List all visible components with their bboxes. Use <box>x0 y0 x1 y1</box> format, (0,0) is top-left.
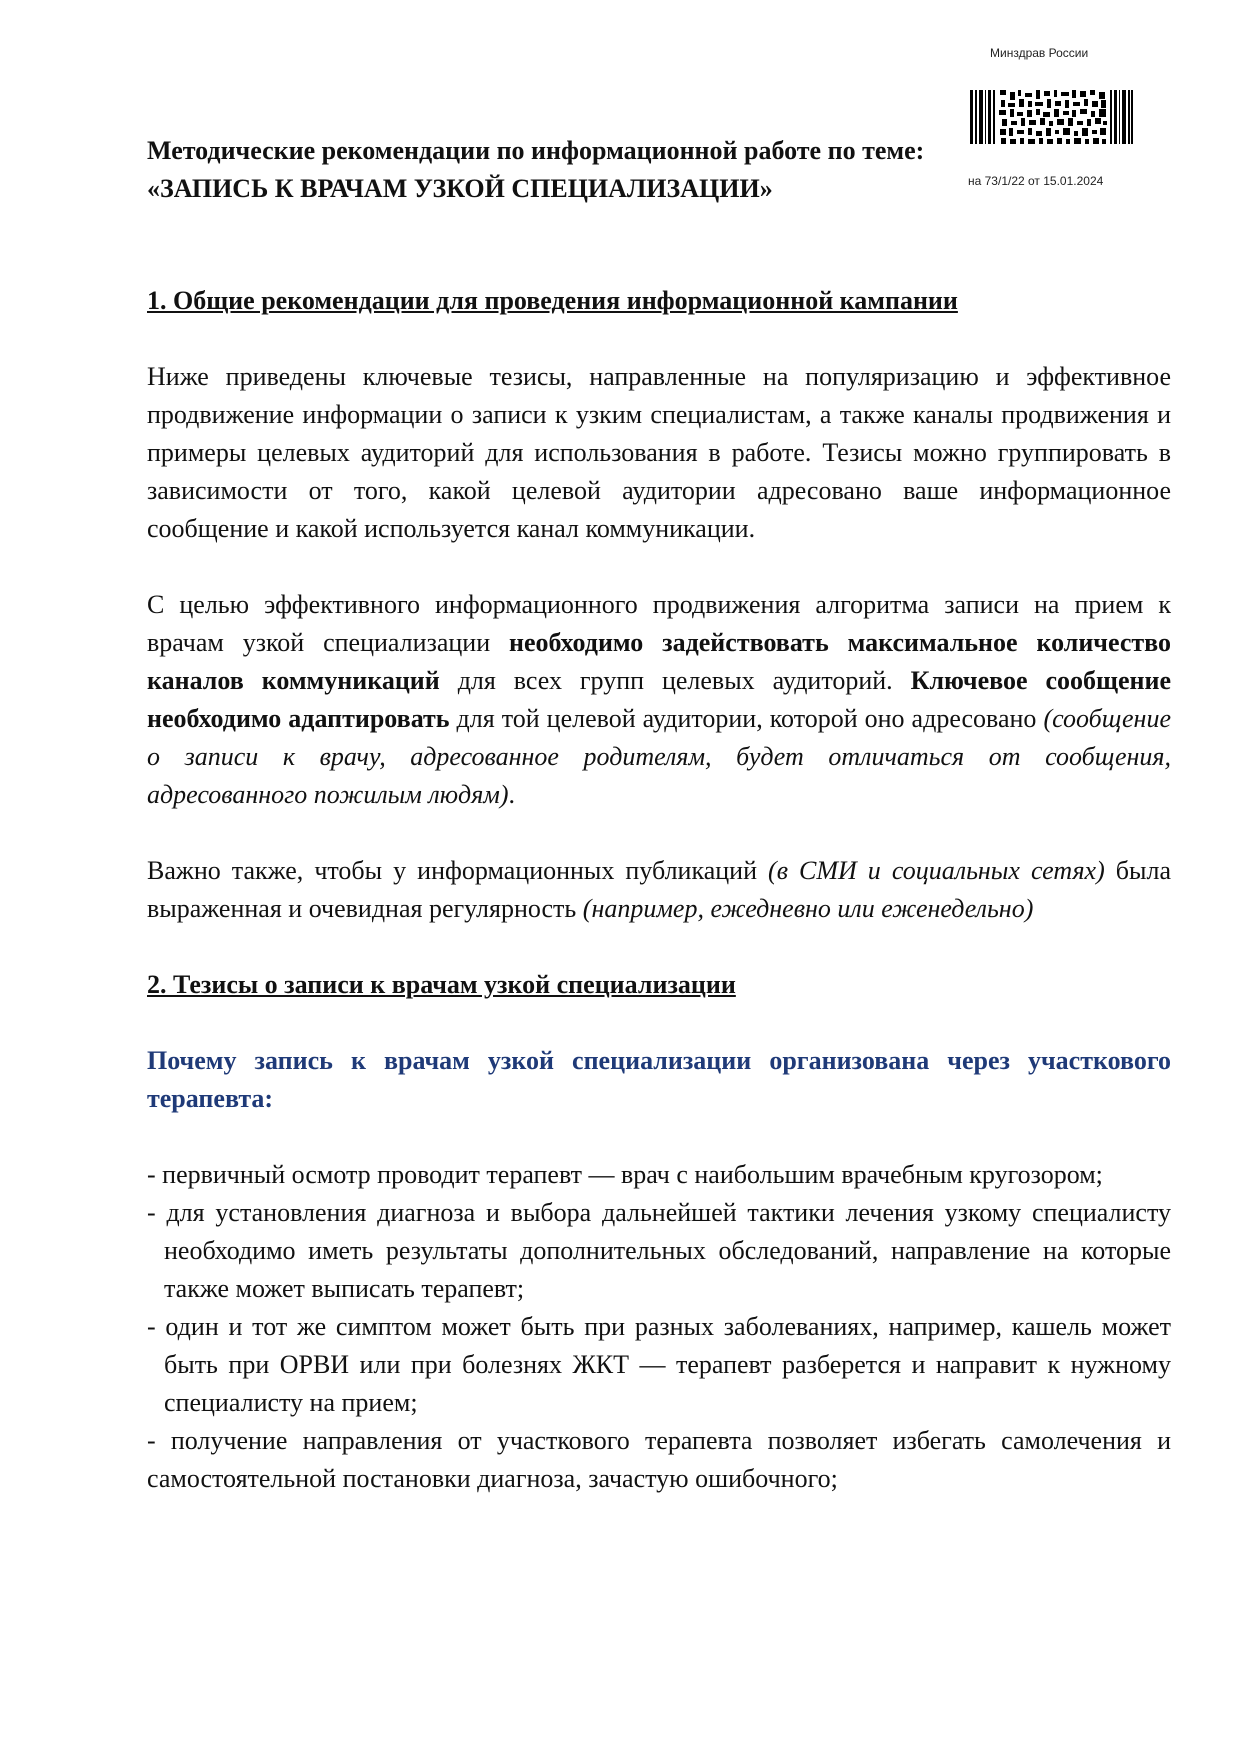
bullet-item-4: - получение направления от участкового терапевта позволяет избегать самолечения и самостоятельной постановки диагноза, зачастую ошибочного; <box>147 1426 1171 1493</box>
section-2-heading: 2. Тезисы о записи к врачам узкой специализации <box>147 970 736 999</box>
document-title-line-2: «ЗАПИСЬ К ВРАЧАМ УЗКОЙ СПЕЦИАЛИЗАЦИИ» <box>147 174 773 203</box>
text-run: была выраженная и очевидная регулярность <box>147 856 1171 923</box>
bullet-item-3: - один и тот же симптом может быть при разных заболеваниях, например, кашель может быть при ОРВИ или при болезнях ЖКТ — терапевт разберется и направит к нужному специалисту на прием; <box>147 1312 1171 1417</box>
section-2-subheading: Почему запись к врачам узкой специализации организована через участкового терапевта: <box>147 1046 1171 1113</box>
section-1-paragraph-3 <box>147 852 1171 928</box>
section-1-heading: 1. Общие рекомендации для проведения информационной кампании <box>147 286 958 315</box>
bullet-item-1: - первичный осмотр проводит терапевт — врач с наибольшим врачебным кругозором; <box>147 1160 1103 1189</box>
bullet-item-2: - для установления диагноза и выбора дальнейшей тактики лечения узкому специалисту необходимо иметь результаты дополнительных обследований, направление на которые также может выписать терапевт; <box>147 1198 1171 1303</box>
stamp-registration-number: на 73/1/22 от 15.01.2024 <box>968 174 1104 188</box>
bold-run: необходимо задействовать максимальное количество каналов коммуникаций <box>147 628 1172 695</box>
section-1-paragraph-2 <box>147 586 1171 814</box>
section-1-paragraph-1: Ниже приведены ключевые тезисы, направленные на популяризацию и эффективное продвижение информации о записи к узким специалистам, а также каналы продвижения и примеры целевых аудиторий для использования в работе. Тезисы можно группировать в зависимости от того, какой целевой аудитории адресовано ваше информационное сообщение и какой используется канал коммуникации. <box>147 362 1171 543</box>
bold-run: Ключевое сообщение необходимо адаптировать <box>147 666 1171 733</box>
italic-run: (например, ежедневно или еженедельно) <box>582 894 1034 923</box>
document-body <box>147 282 1171 1498</box>
text-run: . <box>508 780 516 809</box>
document-title-line-1: Методические рекомендации по информационной работе по теме: <box>147 136 925 165</box>
italic-run: (в СМИ и социальных сетях) <box>768 856 1105 885</box>
text-run: С целью эффективного информационного продвижения алгоритма записи на прием к врачам узкой специализации <box>147 590 1171 657</box>
text-run: Важно также, чтобы у информационных публикаций <box>147 856 769 885</box>
stamp-organization: Минздрав России <box>990 46 1089 60</box>
document-title <box>147 132 1047 208</box>
text-run: для всех групп целевых аудиторий. <box>439 666 911 695</box>
text-run: для той целевой аудитории, которой оно адресовано <box>449 704 1044 733</box>
italic-run: (сообщение о записи к врачу, адресованное родителям, будет отличаться от сообщения, адресованного пожилым людям) <box>147 704 1171 809</box>
